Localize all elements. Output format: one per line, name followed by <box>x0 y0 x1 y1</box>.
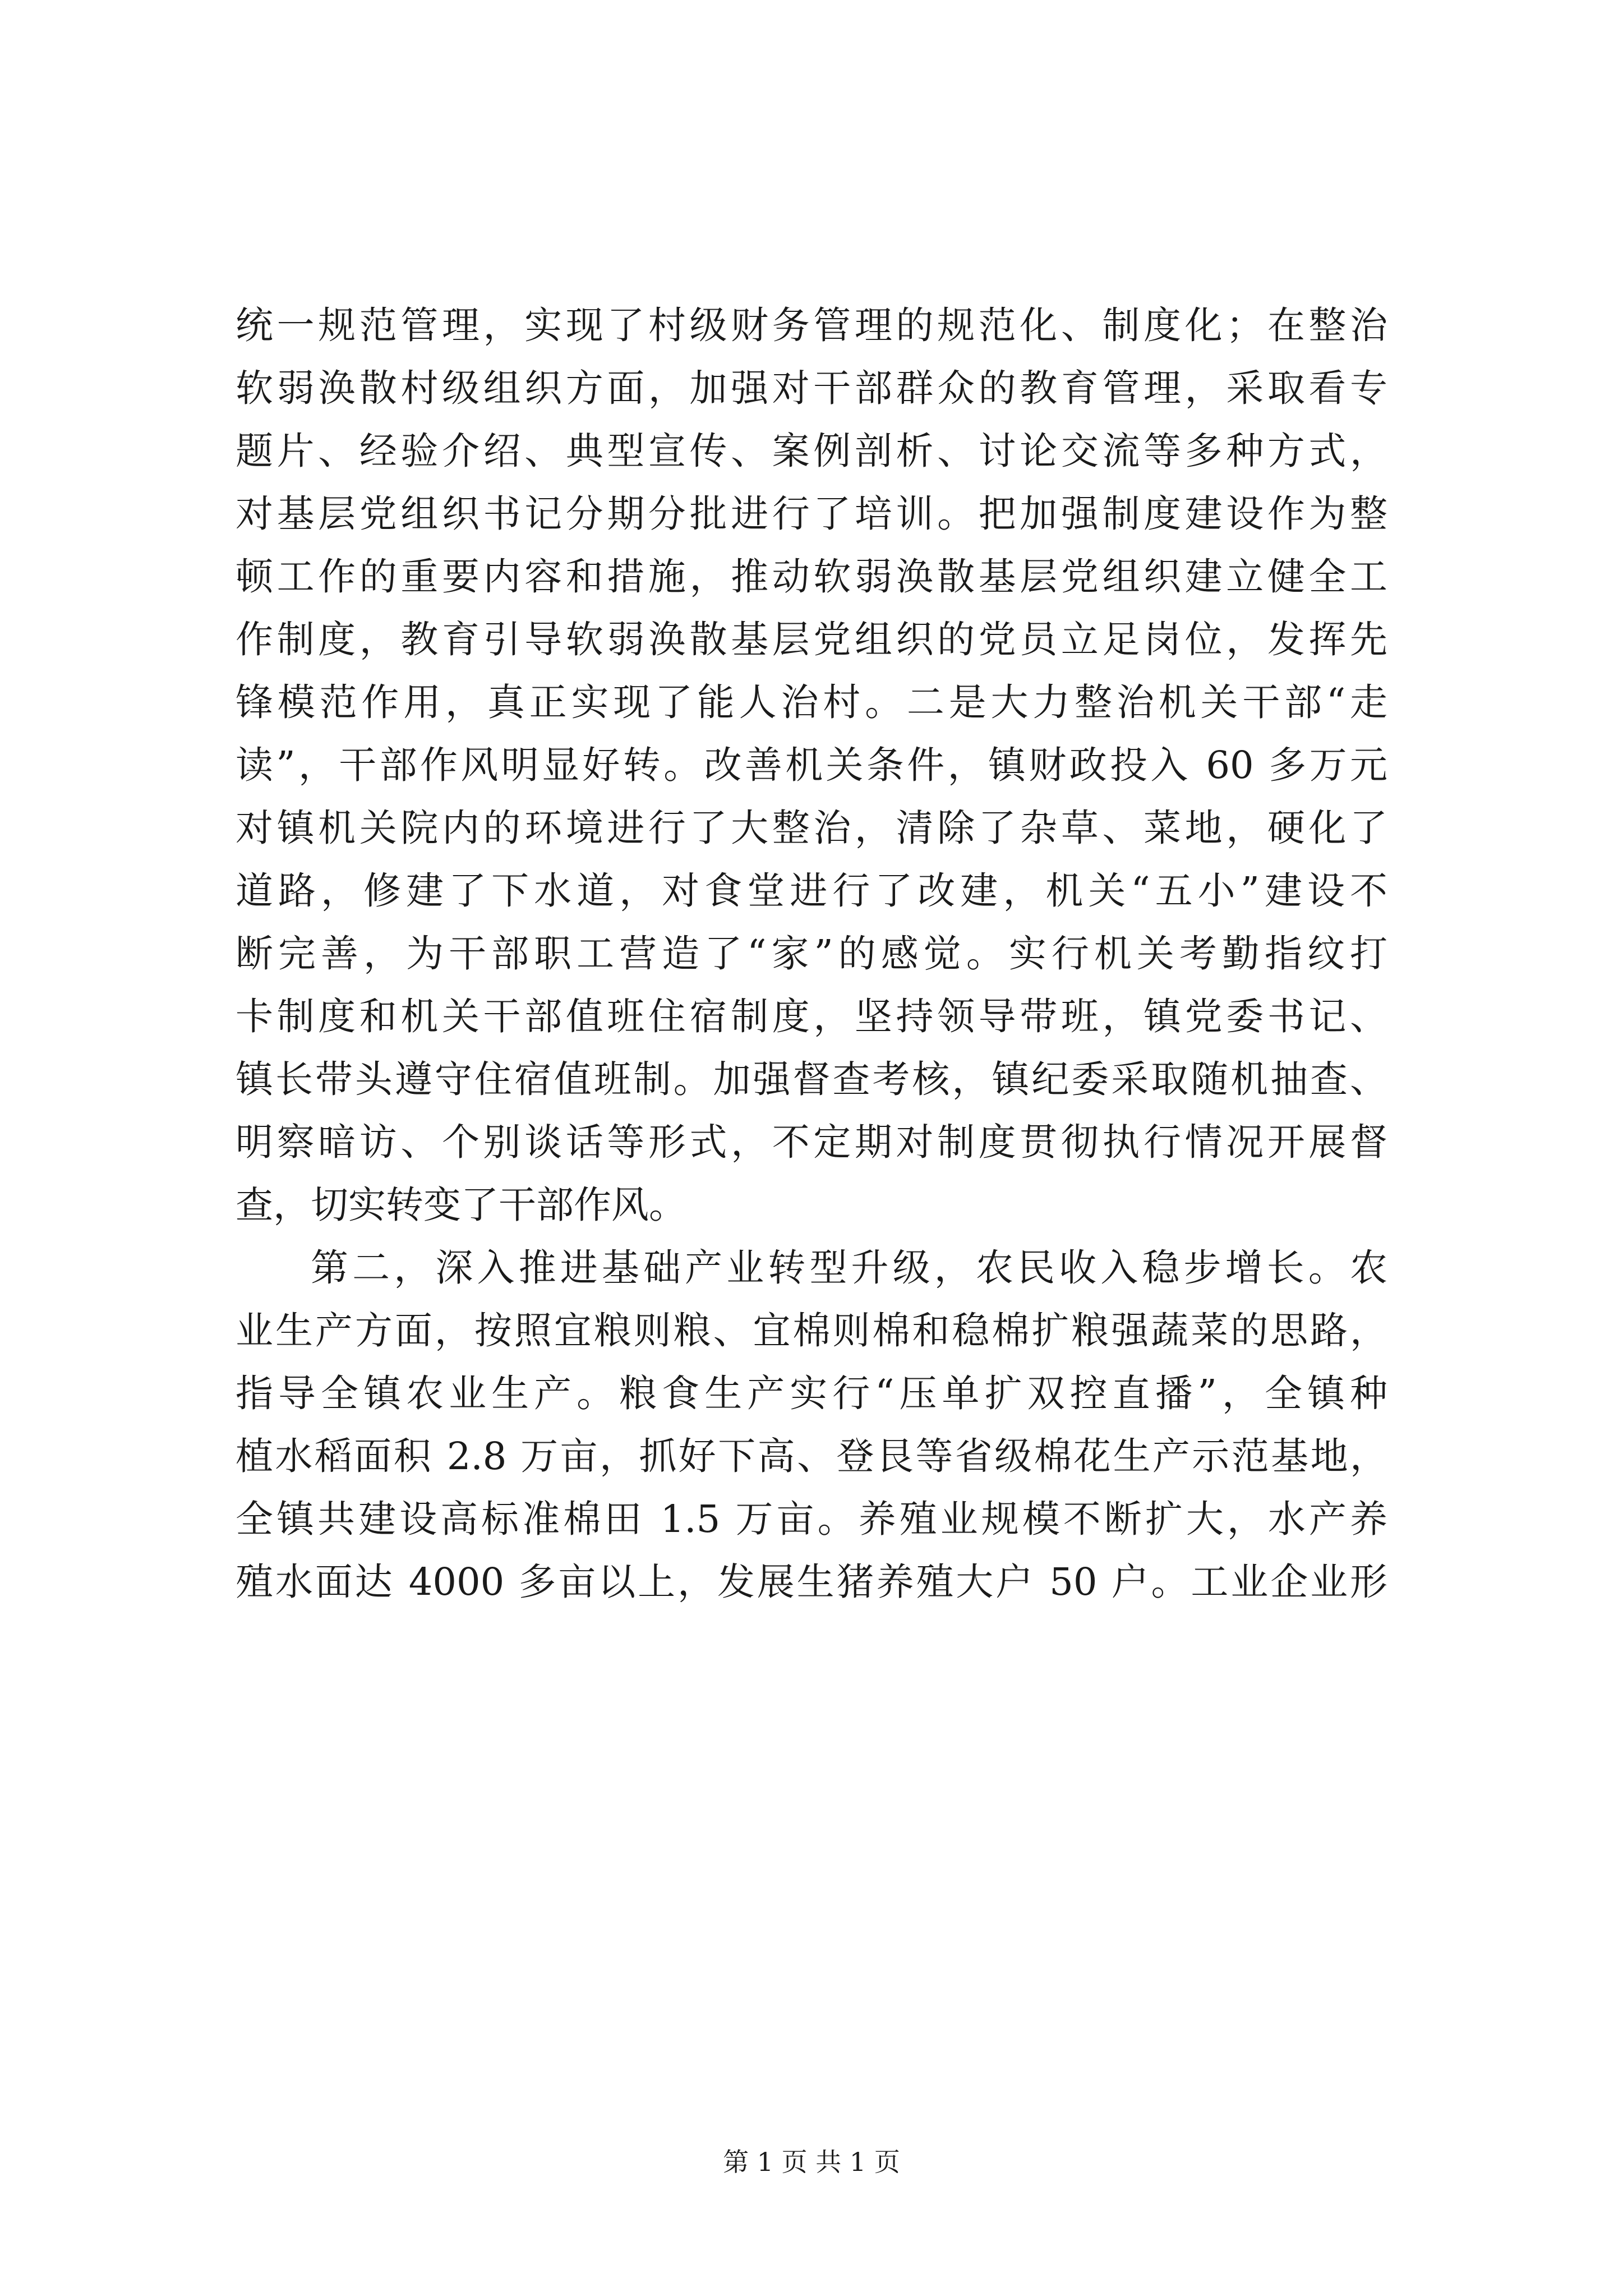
text-line: 顿工作的重要内容和措施，推动软弱涣散基层党组织建立健全工 <box>236 555 1387 599</box>
text-line: 指导全镇农业生产。粮食生产实行“压单扩双控直播”，全镇种 <box>236 1372 1387 1415</box>
text-line: 统一规范管理，实现了村级财务管理的规范化、制度化；在整治 <box>236 303 1387 347</box>
text-line: 读”，干部作风明显好转。改善机关条件，镇财政投入 60 多万元 <box>236 743 1387 787</box>
text-line: 卡制度和机关干部值班住宿制度，坚持领导带班，镇党委书记、 <box>236 995 1387 1038</box>
text-line: 植水稻面积 2.8 万亩，抓好下高、登艮等省级棉花生产示范基地， <box>236 1434 1387 1478</box>
text-line: 题片、经验介绍、典型宣传、案例剖析、讨论交流等多种方式， <box>236 429 1387 473</box>
text-line: 对镇机关院内的环境进行了大整治，清除了杂草、菜地，硬化了 <box>236 806 1387 850</box>
text-line: 殖水面达 4000 多亩以上，发展生猪养殖大户 50 户。工业企业形 <box>236 1560 1387 1604</box>
text-line: 全镇共建设高标准棉田 1.5 万亩。养殖业规模不断扩大，水产养 <box>236 1497 1387 1541</box>
text-line: 明察暗访、个别谈话等形式，不定期对制度贯彻执行情况开展督 <box>236 1120 1387 1164</box>
paragraph-end-line: 查，切实转变了干部作风。 <box>236 1183 686 1227</box>
paragraph-start-line: 第二，深入推进基础产业转型升级，农民收入稳步增长。农 <box>311 1246 1387 1290</box>
text-line: 对基层党组织书记分期分批进行了培训。把加强制度建设作为整 <box>236 492 1387 536</box>
text-line: 断完善，为干部职工营造了“家”的感觉。实行机关考勤指纹打 <box>236 932 1387 976</box>
document-body <box>236 294 1387 1613</box>
text-line: 道路，修建了下水道，对食堂进行了改建，机关“五小”建设不 <box>236 869 1387 913</box>
page-footer: 第 1 页 共 1 页 <box>723 2147 900 2177</box>
text-line: 业生产方面，按照宜粮则粮、宜棉则棉和稳棉扩粮强蔬菜的思路， <box>236 1309 1387 1352</box>
text-line: 作制度，教育引导软弱涣散基层党组织的党员立足岗位，发挥先 <box>236 618 1387 661</box>
text-line: 锋模范作用，真正实现了能人治村。二是大力整治机关干部“走 <box>236 680 1387 724</box>
text-line: 镇长带头遵守住宿值班制。加强督查考核，镇纪委采取随机抽查、 <box>236 1057 1387 1101</box>
text-line: 软弱涣散村级组织方面，加强对干部群众的教育管理，采取看专 <box>236 366 1387 410</box>
